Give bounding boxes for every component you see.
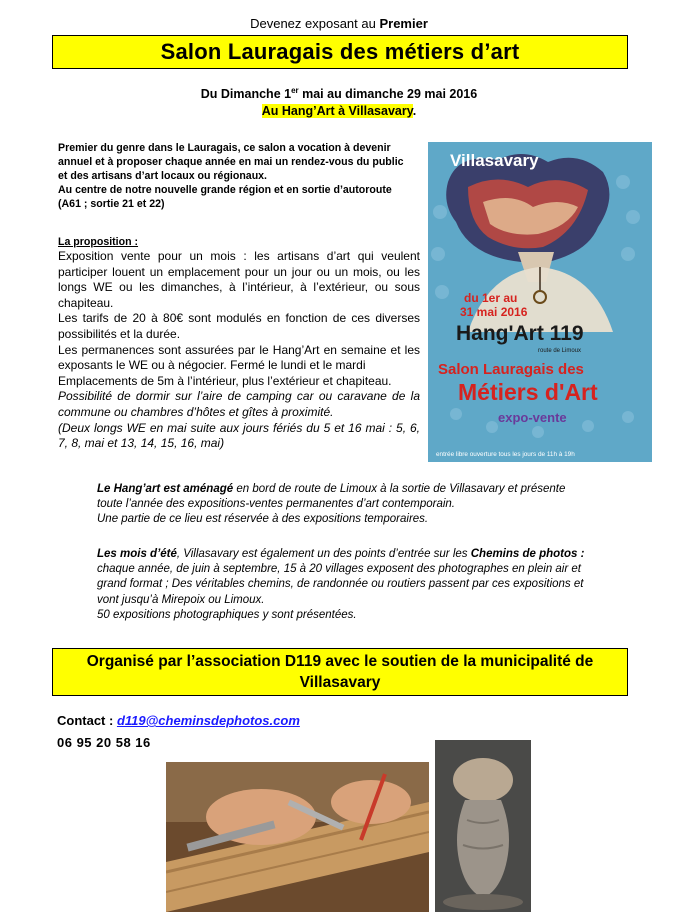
description-line: Premier du genre dans le Lauragais, ce salon a vocation à devenir: [58, 142, 391, 154]
dates-sup: er: [291, 86, 299, 95]
poster-road: route de Limoux: [538, 348, 582, 354]
summer-paragraph: [97, 547, 637, 623]
summer-line: chaque année, de juin à septembre, 15 à 20 villages exposent des photographes en plein air et: [97, 563, 581, 576]
page-title: Salon Lauragais des métiers d’art: [160, 39, 520, 64]
pottery-photo: [435, 740, 531, 912]
organiser-text: Organisé par l’association D119 avec le soutien de la municipalité de Villasavary: [86, 653, 594, 691]
summer-bold: Chemins de photos :: [470, 548, 585, 560]
poster-venue: Hang'Art 119: [456, 322, 584, 345]
dates-text-2: mai au dimanche 29 mai 2016: [298, 87, 478, 102]
poster-date-1: du 1er au: [464, 291, 518, 305]
event-poster: [428, 142, 652, 462]
intro-bold: Premier: [379, 16, 428, 31]
organiser-banner: [52, 648, 628, 696]
proposition-paragraph: Exposition vente pour un mois : les artisans d’art qui veulent participer louent un emplacement pour un jour ou un mois, ou les longs WE ou les dimanches, à l’intérieur, à l’extérieur, ou sous chapiteau.: [58, 249, 420, 310]
venue-highlight: Au Hang’Art à Villasavary: [261, 104, 413, 118]
proposition-paragraph: Emplacements de 5m à l’intérieur, plus l’extérieur et chapiteau.: [58, 373, 392, 388]
hangart-line: Une partie de ce lieu est réservée à des expositions temporaires.: [97, 513, 429, 526]
venue-suffix: .: [412, 104, 417, 118]
summer-line: vont jusqu’à Mirepoix ou Limoux.: [97, 593, 265, 606]
pottery-image: [435, 740, 531, 912]
summer-line: 50 expositions photographiques y sont présentées.: [97, 608, 357, 621]
event-venue: [0, 104, 678, 118]
description-line: Au centre de notre nouvelle grande région et en sortie d’autoroute: [58, 184, 392, 196]
poster-salon-1: Salon Lauragais des: [438, 361, 584, 378]
poster-footer: entrée libre ouverture tous les jours de 11h à 19h: [436, 451, 575, 458]
dates-text: Du Dimanche 1: [200, 87, 292, 102]
proposition-paragraph: Possibilité de dormir sur l’aire de camping car ou caravane de la commune ou chambres d’hôtes et gîtes à proximité.: [58, 389, 420, 419]
title-banner: [52, 35, 628, 69]
summer-line: grand format ; Des véritables chemins, de randonnée ou routiers passent par ces expositions et: [97, 578, 584, 591]
hangart-line: toute l’année des expositions-ventes permanentes d’art contemporain.: [97, 498, 455, 511]
contact-phone: 06 95 20 58 16: [57, 735, 151, 750]
intro-line: [0, 16, 678, 31]
description-line: et des artisans d’art locaux ou régionaux.: [58, 170, 267, 182]
contact-label: Contact :: [57, 713, 117, 728]
proposition-paragraph: (Deux longs WE en mai suite aux jours fériés du 5 et 16 mai : 5, 6, 7, 8, mai et 13, 14, 15, 16, mai): [58, 420, 420, 451]
proposition-block: [58, 249, 420, 452]
poster-artwork: [428, 142, 652, 462]
poster-salon-2: Métiers d'Art: [458, 379, 598, 405]
description-line: (A61 ; sortie 21 et 22): [58, 198, 165, 210]
poster-town: Villasavary: [450, 151, 539, 170]
summer-lead: Les mois d’été: [97, 548, 177, 560]
poster-date-2: 31 mai 2016: [460, 305, 528, 319]
proposition-heading: La proposition :: [58, 236, 139, 248]
woodwork-photo: [166, 762, 429, 912]
hangart-text: en bord de route de Limoux à la sortie de Villasavary et présente: [233, 483, 566, 495]
hangart-paragraph: [97, 482, 637, 528]
contact-email-link[interactable]: d119@cheminsdephotos.com: [116, 713, 300, 728]
summer-text: , Villasavary est également un des points d’entrée sur les: [176, 548, 471, 560]
woodwork-image: [166, 762, 429, 912]
intro-text: Devenez exposant au: [250, 16, 380, 31]
proposition-paragraph: Les tarifs de 20 à 80€ sont modulés en fonction de ces diverses possibilités et la durée.: [58, 311, 420, 341]
event-dates: [0, 86, 678, 101]
proposition-paragraph: Les permanences sont assurées par le Hang’Art en semaine et les exposants le WE ou à négocier. Fermé le lundi et le mardi: [58, 342, 420, 373]
description-block: [58, 141, 418, 211]
poster-expo: expo-vente: [498, 410, 567, 425]
hangart-lead: Le Hang’art est aménagé: [97, 483, 234, 495]
contact-line: [57, 713, 300, 728]
description-line: annuel et à proposer chaque année en mai un rendez-vous du public: [58, 156, 404, 168]
